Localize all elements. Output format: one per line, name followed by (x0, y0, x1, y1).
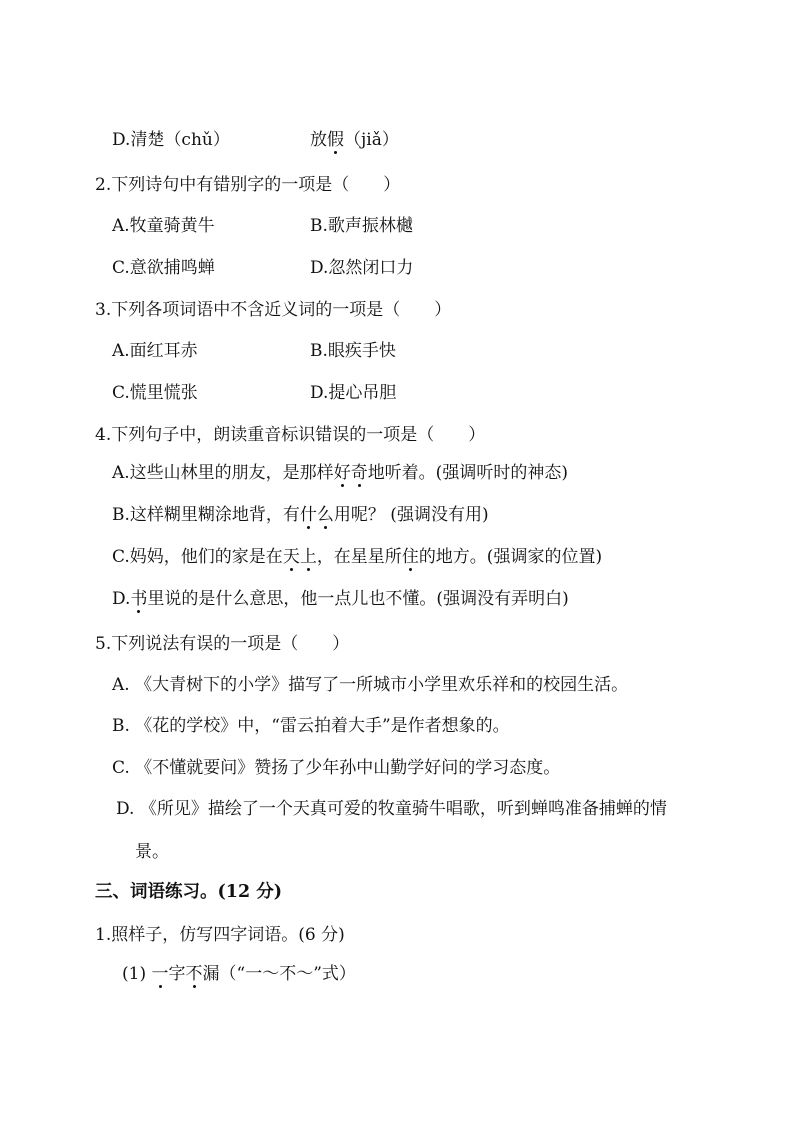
option-d-second-word (310, 128, 399, 152)
dotted-char: 么 (316, 505, 334, 525)
text-run: C.妈妈，他们的家是在 (112, 547, 283, 567)
text-run: 漏（“一～不～”式） (202, 964, 356, 984)
option-pinyin: （jiǎ） (344, 130, 399, 150)
dotted-char: 不 (185, 964, 203, 984)
q2-option-a: A.牧童骑黄牛 (112, 216, 215, 236)
q2-option-c: C.意欲捕鸣蝉 (112, 258, 215, 278)
q5-option-c: C. 《不懂就要问》赞扬了少年孙中山勤学好问的学习态度。 (112, 758, 561, 778)
q2-option-d: D.忽然闭口力 (310, 258, 414, 278)
q4-option-b (112, 503, 489, 527)
question-4-stem: 4.下列句子中，朗读重音标识错误的一项是（ ） (95, 425, 486, 445)
q4-option-a (112, 461, 568, 485)
text-run: D. (112, 589, 131, 609)
word-prefix: 放 (310, 130, 327, 150)
q5-option-d-line2: 景。 (135, 842, 169, 862)
option-d-row (112, 128, 230, 152)
section-3-heading: 三、词语练习。(12 分) (95, 882, 283, 902)
item-number: (1) (122, 964, 147, 984)
option-pinyin: （chǔ） (164, 130, 230, 150)
question-2-stem: 2.下列诗句中有错别字的一项是（ ） (95, 175, 401, 195)
q3-option-d: D.提心吊胆 (310, 383, 397, 403)
text-run: 里说的是什么意思，他一点儿也不懂。(强调没有弄明白) (147, 589, 569, 609)
q5-option-d-line1: D. 《所见》描绘了一个天真可爱的牧童骑牛唱歌，听到蝉鸣准备捕蝉的情 (116, 799, 667, 819)
question-5-stem: 5.下列说法有误的一项是（ ） (95, 634, 350, 654)
dotted-char: 书 (130, 589, 148, 609)
text-run: B.这样糊里糊涂地背，有 (112, 505, 300, 525)
example-item (122, 962, 356, 986)
q3-option-a: A.面红耳赤 (112, 341, 198, 361)
dotted-char: 住 (401, 547, 419, 567)
text-run: 字 (168, 964, 186, 984)
option-label: D. (112, 130, 131, 150)
dotted-char: 天 (282, 547, 300, 567)
q5-option-a: A. 《大青树下的小学》描写了一所城市小学里欢乐祥和的校园生活。 (112, 675, 629, 695)
dotted-char: 一 (151, 964, 169, 984)
text-run: ，在星星所 (316, 547, 402, 567)
dotted-char: 上 (299, 547, 317, 567)
text-run: 的地方。(强调家的位置) (418, 547, 603, 567)
q3-option-b: B.眼疾手快 (310, 341, 396, 361)
section-3-question-1: 1.照样子，仿写四字词语。(6 分) (95, 925, 345, 945)
q5-option-b: B. 《花的学校》中，“雷云拍着大手”是作者想象的。 (112, 716, 510, 736)
q4-option-d (112, 587, 569, 611)
text-run: 用呢？ (强调没有用) (333, 505, 489, 525)
q3-option-c: C.慌里慌张 (112, 383, 198, 403)
q4-option-c (112, 545, 602, 569)
text-run: A.这些山林里的朋友，是那样 (112, 463, 334, 483)
dotted-char: 好 (333, 463, 351, 483)
option-word: 清楚 (130, 130, 165, 150)
question-3-stem: 3.下列各项词语中不含近义词的一项是（ ） (95, 300, 452, 320)
dotted-char: 奇 (350, 463, 368, 483)
dotted-char: 假 (327, 130, 344, 150)
dotted-char: 什 (299, 505, 317, 525)
text-run: 地听着。(强调听时的神态) (367, 463, 568, 483)
q2-option-b: B.歌声振林樾 (310, 216, 413, 236)
